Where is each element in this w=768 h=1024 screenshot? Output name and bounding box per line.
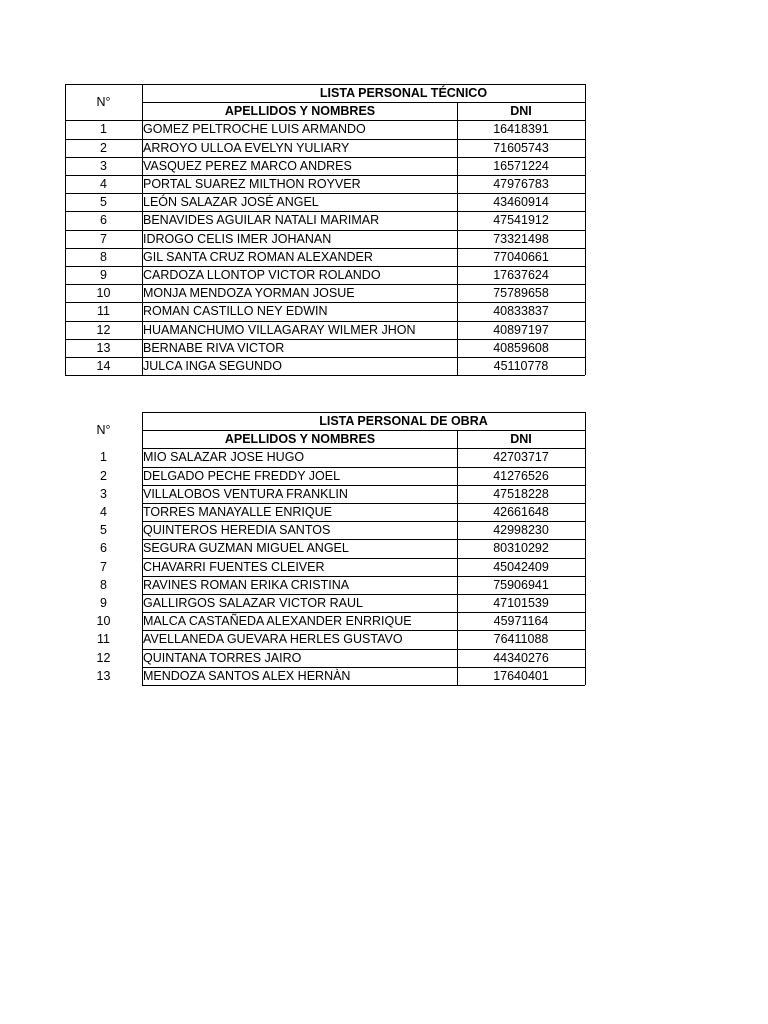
person-name: HUAMANCHUMO VILLAGARAY WILMER JHON: [143, 322, 416, 337]
person-name: BERNABE RIVA VICTOR: [143, 340, 285, 355]
grid-line: [65, 302, 585, 303]
person-name: IDROGO CELIS IMER JOHANAN: [143, 231, 332, 246]
table-row: [65, 467, 585, 485]
person-dni: 40833837: [493, 304, 549, 319]
row-number: 14: [96, 359, 111, 373]
person-name: RAVINES ROMAN ERIKA CRISTINA: [143, 577, 350, 592]
person-name: MALCA CASTAÑEDA ALEXANDER ENRRIQUE: [143, 614, 412, 629]
table-row: [65, 211, 585, 229]
grid-line: [65, 321, 585, 322]
grid-line: [457, 430, 458, 685]
grid-line: [142, 412, 585, 413]
grid-line: [65, 230, 585, 231]
person-dni: 77040661: [493, 249, 549, 264]
grid-line: [142, 685, 585, 686]
person-dni: 40859608: [493, 340, 549, 355]
person-dni: 44340276: [493, 650, 549, 665]
person-name: PORTAL SUAREZ MILTHON ROYVER: [143, 177, 361, 191]
grid-line: [142, 576, 585, 577]
person-dni: 71605743: [493, 140, 549, 155]
table-row: [65, 302, 585, 320]
person-dni: 42998230: [493, 523, 549, 538]
grid-line: [142, 467, 585, 468]
row-number: 6: [100, 213, 107, 228]
table-row: [65, 284, 585, 302]
person-name: CHAVARRI FUENTES CLEIVER: [143, 559, 325, 574]
grid-line: [142, 649, 585, 650]
table-row: [65, 448, 585, 466]
person-dni: 45110778: [493, 359, 549, 373]
person-dni: 47101539: [493, 596, 549, 610]
header-dni: DNI: [510, 104, 532, 119]
table-row: [65, 521, 585, 539]
row-number: 8: [100, 249, 107, 264]
grid-line: [142, 485, 585, 486]
person-dni: 40897197: [493, 322, 549, 337]
table-title: LISTA PERSONAL DE OBRA: [319, 414, 488, 428]
table-row: [65, 248, 585, 266]
row-number: 3: [100, 158, 107, 173]
row-number: 12: [96, 322, 111, 337]
person-dni: 42703717: [493, 450, 549, 465]
person-name: QUINTANA TORRES JAIRO: [143, 650, 302, 665]
person-dni: 76411088: [493, 632, 549, 647]
grid-line: [65, 193, 585, 194]
table-title-row: [65, 412, 585, 430]
person-dni: 16418391: [493, 122, 549, 137]
person-name: MIO SALAZAR JOSE HUGO: [143, 450, 305, 465]
grid-line: [65, 284, 585, 285]
person-name: JULCA INGA SEGUNDO: [143, 359, 282, 373]
table-row: [65, 630, 585, 648]
person-name: GOMEZ PELTROCHE LUIS ARMANDO: [143, 122, 366, 137]
person-name: CARDOZA LLONTOP VICTOR ROLANDO: [143, 268, 381, 282]
table-row: [65, 157, 585, 175]
row-number: 11: [97, 632, 110, 647]
row-number: 6: [100, 541, 107, 556]
row-number: 4: [100, 505, 107, 519]
person-dni: 80310292: [493, 541, 549, 556]
table-row: [65, 594, 585, 612]
grid-line: [65, 248, 585, 249]
table-row: [65, 503, 585, 521]
header-name: APELLIDOS Y NOMBRES: [224, 432, 376, 447]
table-row: [65, 339, 585, 357]
grid-line: [142, 667, 585, 668]
grid-line: [142, 558, 585, 559]
table-row: [65, 649, 585, 667]
table-row: [65, 357, 585, 375]
row-number: 8: [100, 577, 107, 592]
person-dni: 43460914: [493, 195, 549, 210]
row-number: 11: [97, 304, 110, 319]
row-number: 3: [100, 486, 107, 501]
row-number: 9: [100, 268, 107, 282]
row-number: 12: [96, 650, 111, 665]
table-header-row: [65, 430, 585, 448]
grid-line: [142, 412, 143, 685]
table-row: [65, 266, 585, 284]
grid-line: [142, 594, 585, 595]
header-num-label: N°: [96, 95, 111, 110]
person-name: AVELLANEDA GUEVARA HERLES GUSTAVO: [143, 632, 403, 647]
row-number: 10: [96, 286, 111, 301]
grid-line: [142, 448, 585, 449]
grid-line: [142, 503, 585, 504]
person-name: BENAVIDES AGUILAR NATALI MARIMAR: [143, 213, 380, 228]
person-name: QUINTEROS HEREDIA SANTOS: [143, 523, 331, 538]
person-name: GALLIRGOS SALAZAR VICTOR RAUL: [143, 596, 363, 610]
table-row: [65, 612, 585, 630]
row-number: 5: [100, 195, 107, 210]
grid-line: [65, 120, 585, 121]
grid-line: [142, 84, 143, 375]
table-row: [65, 139, 585, 157]
person-name: MONJA MENDOZA YORMAN JOSUE: [143, 286, 355, 301]
table-row: [65, 667, 585, 685]
grid-line: [142, 521, 585, 522]
header-name: APELLIDOS Y NOMBRES: [224, 104, 376, 119]
header-num-label: N°: [96, 423, 111, 438]
row-number: 2: [100, 468, 107, 483]
person-dni: 47976783: [493, 177, 549, 191]
person-dni: 75789658: [493, 286, 549, 301]
person-name: GIL SANTA CRUZ ROMAN ALEXANDER: [143, 249, 373, 264]
person-name: MENDOZA SANTOS ALEX HERNÀN: [143, 668, 351, 683]
grid-line: [457, 102, 458, 375]
grid-line: [65, 84, 585, 85]
table-row: [65, 230, 585, 248]
grid-line: [142, 430, 585, 431]
grid-line: [65, 339, 585, 340]
grid-line: [65, 266, 585, 267]
grid-line: [65, 211, 585, 212]
grid-line: [585, 412, 586, 685]
row-number: 2: [100, 140, 107, 155]
grid-line: [142, 102, 585, 103]
grid-line: [142, 630, 585, 631]
table-row: [65, 485, 585, 503]
person-dni: 47541912: [493, 213, 549, 228]
person-name: VILLALOBOS VENTURA FRANKLIN: [143, 486, 348, 501]
person-dni: 17637624: [493, 268, 549, 282]
person-dni: 42661648: [493, 505, 549, 519]
person-name: VASQUEZ PEREZ MARCO ANDRES: [143, 158, 352, 173]
row-number: 4: [100, 177, 107, 191]
grid-line: [65, 139, 585, 140]
grid-line: [65, 157, 585, 158]
table-header-row: [65, 102, 585, 120]
grid-line: [142, 612, 585, 613]
person-name: TORRES MANAYALLE ENRIQUE: [143, 505, 332, 519]
row-number: 13: [96, 340, 111, 355]
person-name: LEÓN SALAZAR JOSÉ ANGEL: [143, 195, 319, 210]
grid-line: [65, 375, 585, 376]
person-dni: 45042409: [493, 559, 549, 574]
person-name: ARROYO ULLOA EVELYN YULIARY: [143, 140, 350, 155]
person-name: SEGURA GUZMAN MIGUEL ANGEL: [143, 541, 349, 556]
table-row: [65, 321, 585, 339]
person-dni: 17640401: [493, 668, 549, 683]
grid-line: [65, 357, 585, 358]
grid-line: [142, 539, 585, 540]
table-title-row: [65, 84, 585, 102]
row-number: 1: [100, 450, 107, 465]
row-number: 10: [96, 614, 111, 629]
person-dni: 73321498: [493, 231, 549, 246]
person-dni: 47518228: [493, 486, 549, 501]
table-title: LISTA PERSONAL TÉCNICO: [319, 86, 488, 100]
row-number: 13: [96, 668, 111, 683]
person-dni: 41276526: [493, 468, 549, 483]
grid-line: [65, 175, 585, 176]
table-row: [65, 120, 585, 138]
table-row: [65, 558, 585, 576]
person-dni: 75906941: [493, 577, 549, 592]
person-dni: 16571224: [493, 158, 549, 173]
person-dni: 45971164: [493, 614, 549, 629]
table-row: [65, 576, 585, 594]
row-number: 7: [100, 559, 107, 574]
table-row: [65, 539, 585, 557]
row-number: 9: [100, 596, 107, 610]
person-name: DELGADO PECHE FREDDY JOEL: [143, 468, 341, 483]
grid-line: [585, 84, 586, 375]
person-name: ROMAN CASTILLO NEY EDWIN: [143, 304, 328, 319]
row-number: 1: [100, 122, 107, 137]
table-row: [65, 175, 585, 193]
row-number: 7: [100, 231, 107, 246]
header-dni: DNI: [510, 432, 532, 447]
row-number: 5: [100, 523, 107, 538]
table-row: [65, 193, 585, 211]
